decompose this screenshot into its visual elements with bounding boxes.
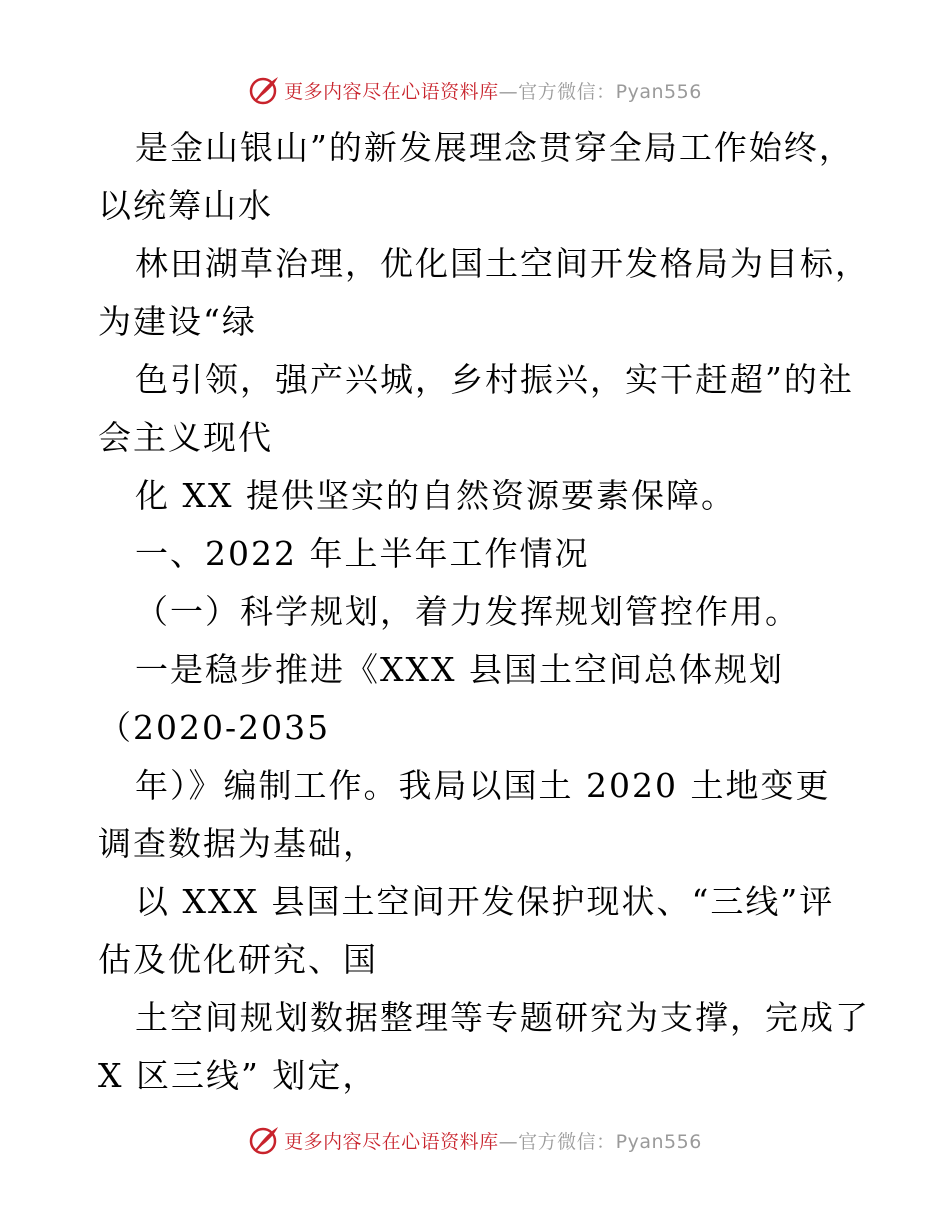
- text-line: 是金山银山”的新发展理念贯穿全局工作始终，: [135, 128, 854, 167]
- watermark-red-text: 更多内容尽在心语资料库: [284, 1130, 499, 1153]
- feather-pen-logo-icon: [248, 1123, 282, 1157]
- text-line: 林田湖草治理，优化国土空间开发格局为目标，: [135, 244, 870, 283]
- text-line: 化 XX 提供坚实的自然资源要素保障。: [135, 476, 736, 515]
- text-line: 年）》编制工作。我局以国土 2020 土地变更: [135, 766, 831, 805]
- watermark-red-text: 更多内容尽在心语资料库: [284, 80, 499, 103]
- text-line: 会主义现代: [98, 418, 273, 457]
- text-line: 色引领，强产兴城，乡村振兴，实干赶超”的社: [135, 360, 854, 399]
- header-watermark: [0, 70, 950, 110]
- text-line: 以统筹山水: [98, 186, 273, 225]
- watermark-gray-text: —官方微信：Pyan556: [498, 80, 702, 103]
- text-line: 调查数据为基础，: [98, 824, 378, 863]
- footer-watermark: [0, 1120, 950, 1160]
- text-line: 以 XXX 县国土空间开发保护现状、“三线”评: [135, 882, 835, 921]
- section-heading: 一、2022 年上半年工作情况: [135, 534, 590, 573]
- watermark-gray-text: —官方微信：Pyan556: [498, 1130, 702, 1153]
- text-line: 估及优化研究、国: [98, 940, 378, 979]
- subsection-heading: （一）科学规划，着力发挥规划管控作用。: [135, 592, 800, 631]
- text-line: X 区三线” 划定，: [98, 1056, 378, 1095]
- text-line: 一是稳步推进《XXX 县国土空间总体规划: [135, 650, 784, 689]
- feather-pen-logo-icon: [248, 73, 282, 107]
- text-line: 为建设“绿: [98, 302, 257, 341]
- text-line: 土空间规划数据整理等专题研究为支撑，完成了: [135, 998, 870, 1037]
- text-line: （2020-2035: [98, 708, 331, 747]
